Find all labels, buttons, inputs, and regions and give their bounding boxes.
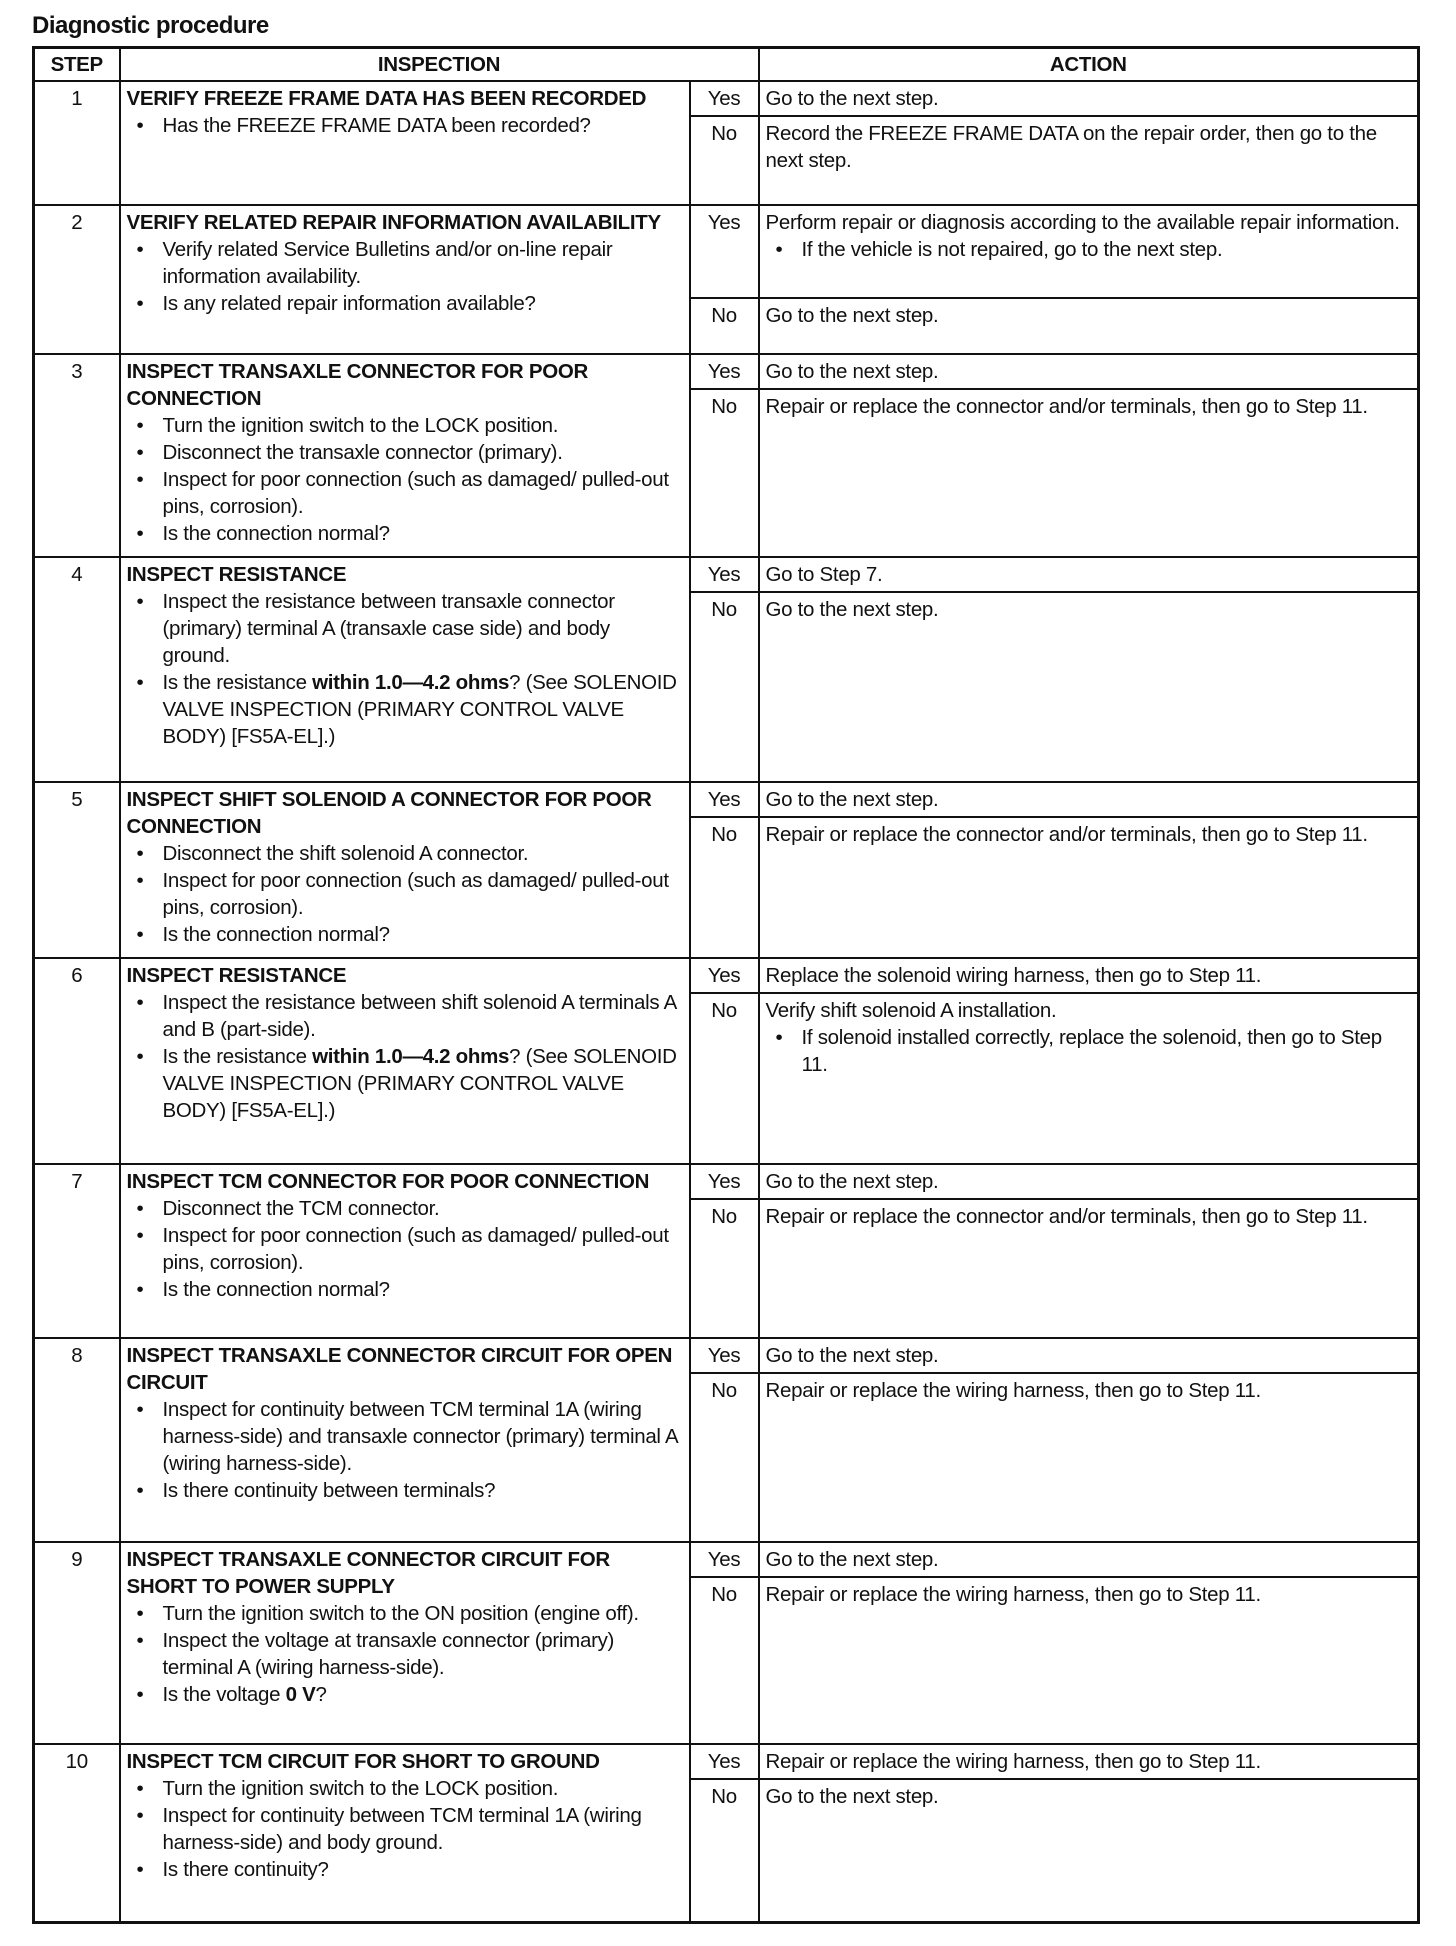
bullet-text: Is there continuity between terminals? — [162, 1479, 496, 1502]
step-number: 1 — [34, 81, 120, 205]
no-action — [759, 592, 1419, 782]
step-number: 7 — [34, 1164, 120, 1338]
yes-action — [759, 1744, 1419, 1779]
yes-label: Yes — [690, 1338, 759, 1373]
bullet-text: Inspect for poor connection (such as damaged/ pulled-out pins, corrosion). — [162, 869, 669, 919]
bullet-text: Is the connection normal? — [162, 1278, 390, 1301]
table-row — [34, 1338, 1419, 1373]
table-row — [34, 1164, 1419, 1199]
inspection-bullets — [127, 112, 683, 139]
action-text: Go to the next step. — [765, 304, 939, 327]
no-label: No — [690, 298, 759, 354]
inspection-bullet — [163, 290, 683, 317]
no-label: No — [690, 1373, 759, 1542]
action-bullets — [766, 236, 1411, 263]
yes-action — [759, 354, 1419, 389]
yes-label: Yes — [690, 782, 759, 817]
yes-action — [759, 81, 1419, 116]
inspection-bullet — [163, 520, 683, 547]
bullet-text: Disconnect the transaxle connector (primary). — [162, 441, 563, 464]
no-action — [759, 993, 1419, 1164]
bullet-text: ? — [315, 1683, 327, 1706]
action-text: Go to the next step. — [765, 87, 939, 110]
inspection-bullets — [127, 840, 683, 948]
inspection-bullets — [127, 989, 683, 1124]
inspection-title: VERIFY FREEZE FRAME DATA HAS BEEN RECORDED — [126, 87, 647, 110]
action-text: Verify shift solenoid A installation. — [765, 999, 1057, 1022]
step-number: 8 — [34, 1338, 120, 1542]
no-label: No — [690, 116, 759, 205]
inspection-bullet — [163, 1681, 683, 1708]
yes-label: Yes — [690, 1542, 759, 1577]
bullet-text: Inspect the resistance between transaxle connector (primary) terminal A (transaxle case side) and body ground. — [162, 590, 615, 667]
inspection-bullet — [163, 989, 683, 1043]
inspection-cell — [120, 1744, 690, 1922]
no-label: No — [690, 592, 759, 782]
inspection-bullet — [163, 669, 683, 750]
bullet-text: Disconnect the shift solenoid A connector. — [162, 842, 529, 865]
inspection-cell — [120, 1164, 690, 1338]
bullet-text: Is the resistance — [162, 1045, 313, 1068]
inspection-bullets — [127, 1396, 683, 1504]
inspection-cell — [120, 782, 690, 958]
page-title: Diagnostic procedure — [32, 12, 269, 39]
inspection-cell — [120, 81, 690, 205]
bullet-text: Inspect for poor connection (such as damaged/ pulled-out pins, corrosion). — [162, 468, 669, 518]
inspection-cell — [120, 205, 690, 354]
action-text: Go to the next step. — [765, 598, 939, 621]
inspection-bullet — [163, 1043, 683, 1124]
action-text: Go to the next step. — [765, 1344, 939, 1367]
header-inspection: INSPECTION — [120, 48, 759, 82]
inspection-bullets — [127, 1775, 683, 1883]
inspection-title: INSPECT SHIFT SOLENOID A CONNECTOR FOR POOR CONNECTION — [126, 788, 652, 838]
inspection-bullet — [163, 1600, 683, 1627]
inspection-bullet — [163, 1195, 683, 1222]
step-number: 9 — [34, 1542, 120, 1744]
action-bullets — [766, 1024, 1411, 1078]
step-number: 2 — [34, 205, 120, 354]
bullet-text: Inspect for continuity between TCM terminal 1A (wiring harness-side) and body ground. — [162, 1804, 642, 1854]
yes-action — [759, 1338, 1419, 1373]
step-number: 6 — [34, 958, 120, 1164]
inspection-bullet — [163, 112, 683, 139]
action-text: Repair or replace the connector and/or terminals, then go to Step 11. — [765, 823, 1368, 846]
no-action — [759, 1779, 1419, 1922]
inspection-bullet — [163, 588, 683, 669]
bullet-text: Inspect for poor connection (such as damaged/ pulled-out pins, corrosion). — [162, 1224, 669, 1274]
inspection-bullet — [163, 1802, 683, 1856]
no-label: No — [690, 389, 759, 557]
no-action — [759, 116, 1419, 205]
header-step: STEP — [34, 48, 120, 82]
inspection-bullets — [127, 588, 683, 750]
inspection-cell — [120, 1542, 690, 1744]
inspection-title: INSPECT TRANSAXLE CONNECTOR CIRCUIT FOR SHORT TO POWER SUPPLY — [126, 1548, 610, 1598]
inspection-cell — [120, 354, 690, 557]
yes-label: Yes — [690, 958, 759, 993]
inspection-title: INSPECT TCM CIRCUIT FOR SHORT TO GROUND — [126, 1750, 600, 1773]
bullet-text: Is the resistance — [162, 671, 313, 694]
bullet-text: Is the voltage — [162, 1683, 286, 1706]
yes-label: Yes — [690, 1164, 759, 1199]
action-bullet: • If solenoid installed correctly, replace the solenoid, then go to Step 11. — [802, 1024, 1411, 1078]
bullet-text: Is there continuity? — [162, 1858, 329, 1881]
inspection-bullets — [127, 236, 683, 317]
action-text: Repair or replace the connector and/or terminals, then go to Step 11. — [765, 395, 1368, 418]
inspection-bullet — [163, 1856, 683, 1883]
no-action — [759, 1199, 1419, 1338]
yes-action — [759, 958, 1419, 993]
bullet-text: Verify related Service Bulletins and/or on-line repair information availability. — [162, 238, 613, 288]
inspection-cell — [120, 958, 690, 1164]
inspection-title: VERIFY RELATED REPAIR INFORMATION AVAILABILITY — [126, 211, 661, 234]
action-text: Perform repair or diagnosis according to the available repair information. — [765, 211, 1400, 234]
inspection-title: INSPECT TCM CONNECTOR FOR POOR CONNECTION — [126, 1170, 650, 1193]
diagnostic-procedure-table — [32, 46, 1420, 1924]
step-number: 4 — [34, 557, 120, 782]
no-action — [759, 817, 1419, 958]
action-bullet: • If the vehicle is not repaired, go to the next step. — [802, 236, 1411, 263]
table-row — [34, 205, 1419, 298]
no-label: No — [690, 1779, 759, 1922]
inspection-cell — [120, 557, 690, 782]
action-text: Repair or replace the wiring harness, then go to Step 11. — [765, 1379, 1261, 1402]
step-number: 10 — [34, 1744, 120, 1922]
inspection-cell — [120, 1338, 690, 1542]
action-text: Go to the next step. — [765, 788, 939, 811]
no-action — [759, 298, 1419, 354]
no-label: No — [690, 817, 759, 958]
no-label: No — [690, 1577, 759, 1744]
bullet-text: Inspect for continuity between TCM terminal 1A (wiring harness-side) and transaxle connector (primary) terminal A (wiring harness-side). — [162, 1398, 678, 1475]
no-label: No — [690, 993, 759, 1164]
yes-action — [759, 1164, 1419, 1199]
inspection-bullets — [127, 1600, 683, 1708]
inspection-bullet — [163, 921, 683, 948]
yes-action — [759, 782, 1419, 817]
bold-text: 0 V — [285, 1683, 316, 1706]
bullet-text: ? (See SOLENOID VALVE INSPECTION (PRIMARY CONTROL VALVE BODY) [FS5A-EL].) — [162, 1045, 677, 1122]
yes-label: Yes — [690, 1744, 759, 1779]
inspection-bullet — [163, 236, 683, 290]
bullet-text: ? (See SOLENOID VALVE INSPECTION (PRIMARY CONTROL VALVE BODY) [FS5A-EL].) — [162, 671, 677, 748]
inspection-bullets — [127, 412, 683, 547]
action-text: Record the FREEZE FRAME DATA on the repair order, then go to the next step. — [765, 122, 1377, 172]
action-text: Go to the next step. — [765, 360, 939, 383]
yes-action — [759, 557, 1419, 592]
inspection-bullet — [163, 1222, 683, 1276]
action-text: Go to the next step. — [765, 1548, 939, 1571]
table-row — [34, 81, 1419, 116]
inspection-bullet — [163, 412, 683, 439]
action-text: Go to the next step. — [765, 1170, 939, 1193]
table-row — [34, 354, 1419, 389]
inspection-bullet — [163, 1276, 683, 1303]
no-action — [759, 389, 1419, 557]
action-text: Replace the solenoid wiring harness, then go to Step 11. — [765, 964, 1262, 987]
inspection-bullet — [163, 867, 683, 921]
table-row — [34, 958, 1419, 993]
bullet-text: Is the connection normal? — [162, 923, 390, 946]
yes-label: Yes — [690, 557, 759, 592]
bullet-text: Turn the ignition switch to the ON position (engine off). — [162, 1602, 639, 1625]
bullet-text: Disconnect the TCM connector. — [162, 1197, 440, 1220]
table-row — [34, 1542, 1419, 1577]
yes-label: Yes — [690, 354, 759, 389]
inspection-title: INSPECT TRANSAXLE CONNECTOR CIRCUIT FOR OPEN CIRCUIT — [126, 1344, 673, 1394]
inspection-bullet — [163, 840, 683, 867]
inspection-bullet — [163, 439, 683, 466]
yes-action — [759, 205, 1419, 298]
bold-text: within 1.0—4.2 ohms — [312, 671, 510, 694]
header-action: ACTION — [759, 48, 1419, 82]
bullet-text: Inspect the resistance between shift solenoid A terminals A and B (part-side). — [162, 991, 676, 1041]
no-action — [759, 1373, 1419, 1542]
yes-action — [759, 1542, 1419, 1577]
inspection-bullet — [163, 1477, 683, 1504]
yes-label: Yes — [690, 205, 759, 298]
bullet-text: Is any related repair information available? — [162, 292, 536, 315]
bullet-text: Has the FREEZE FRAME DATA been recorded? — [162, 114, 591, 137]
table-row — [34, 782, 1419, 817]
inspection-bullet — [163, 1775, 683, 1802]
action-text: Go to Step 7. — [765, 563, 883, 586]
bullet-text: Turn the ignition switch to the LOCK position. — [162, 1777, 559, 1800]
step-number: 3 — [34, 354, 120, 557]
bullet-text: Turn the ignition switch to the LOCK position. — [162, 414, 559, 437]
inspection-bullet — [163, 1627, 683, 1681]
action-text: Repair or replace the wiring harness, then go to Step 11. — [765, 1583, 1261, 1606]
inspection-bullets — [127, 1195, 683, 1303]
header-row — [34, 48, 1419, 82]
inspection-title: INSPECT RESISTANCE — [126, 563, 347, 586]
no-label: No — [690, 1199, 759, 1338]
yes-label: Yes — [690, 81, 759, 116]
table-row — [34, 1744, 1419, 1779]
action-text: Go to the next step. — [765, 1785, 939, 1808]
inspection-title: INSPECT RESISTANCE — [126, 964, 347, 987]
table-row — [34, 557, 1419, 592]
inspection-bullet — [163, 1396, 683, 1477]
bullet-text: Is the connection normal? — [162, 522, 390, 545]
bullet-text: Inspect the voltage at transaxle connector (primary) terminal A (wiring harness-side). — [162, 1629, 615, 1679]
inspection-bullet — [163, 466, 683, 520]
no-action — [759, 1577, 1419, 1744]
step-number: 5 — [34, 782, 120, 958]
action-text: Repair or replace the connector and/or terminals, then go to Step 11. — [765, 1205, 1368, 1228]
inspection-title: INSPECT TRANSAXLE CONNECTOR FOR POOR CONNECTION — [126, 360, 588, 410]
bold-text: within 1.0—4.2 ohms — [312, 1045, 510, 1068]
action-text: Repair or replace the wiring harness, then go to Step 11. — [765, 1750, 1261, 1773]
